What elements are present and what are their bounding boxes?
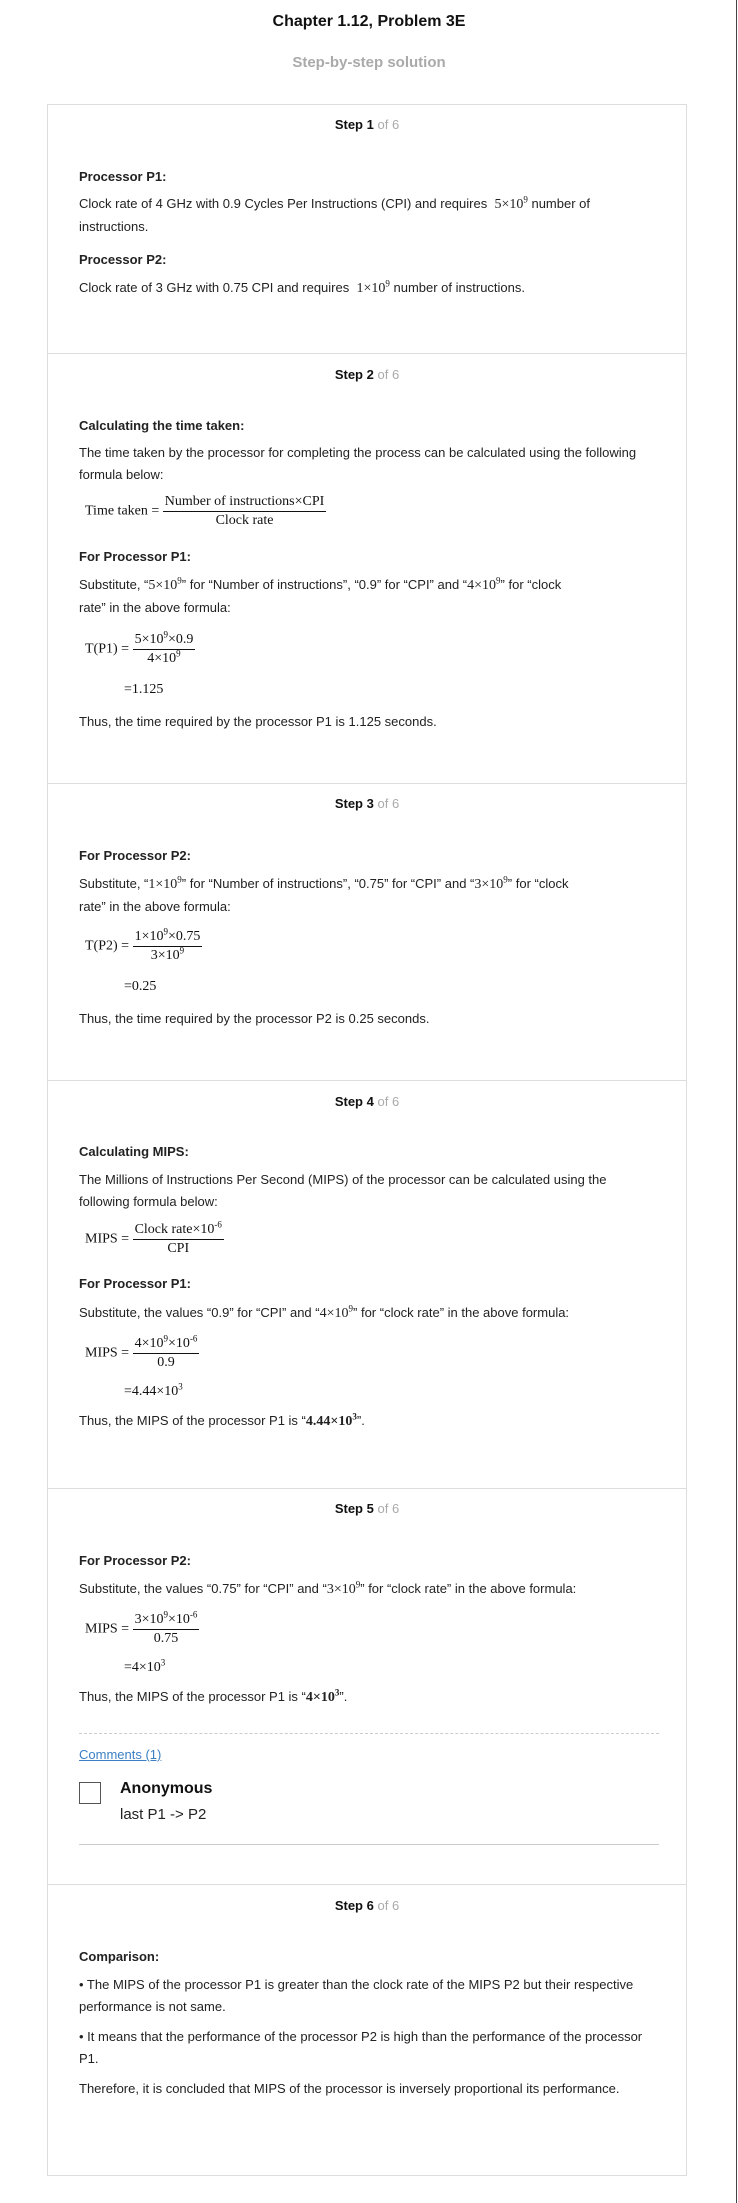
mips-p1-conclusion: Thus, the MIPS of the processor P1 is “$4.44\times 10^3$”. [79,1411,365,1429]
comparison-heading: Comparison: [79,1949,160,1964]
comparison-conclusion: Therefore, it is concluded that MIPS of the processor is inversely proportional its performance. [79,2081,620,2096]
mips-p1-result: $=4.44\times 10^3$ [124,1381,183,1399]
comment-avatar [79,1782,101,1804]
mips-p1-substitution: Substitute, the values “0.9” for “CPI” and “$4\times 10^9$” for “clock rate” in the above formula: [79,1303,570,1321]
comparison-bullet-2: • It means that the performance of the processor P2 is high than the performance of the processor P1. [79,2029,643,2066]
step-3-header: Step 3 of 6 [334,796,400,811]
p1-subheading: For Processor P1: [79,549,191,564]
mips-p2-subheading: For Processor P2: [79,1553,191,1568]
step-1-card [47,104,687,354]
step-6-header: Step 6 of 6 [334,1898,400,1913]
calc-mips-intro: The Millions of Instructions Per Second (MIPS) of the processor can be calculated using the following formula below: [79,1172,607,1209]
p1-time-conclusion: Thus, the time required by the processor P1 is 1.125 seconds. [79,714,437,729]
mips-p2-calc: MIPS = $\frac{3\times 10^9\times 10^{-6}}{0.75}$ [85,1609,198,1646]
comment-text: last P1 -> P2 [120,1806,207,1823]
mips-p2-conclusion: Thus, the MIPS of the processor P1 is “$4\times 10^3$”. [79,1687,348,1705]
comment-author: Anonymous [120,1780,213,1797]
comments-link[interactable]: Comments (1) [79,1747,162,1762]
t-p1-result: =1.125 [124,682,164,697]
page-right-border [736,0,737,2203]
calc-time-heading: Calculating the time taken: [79,418,245,433]
mips-p1-subheading: For Processor P1: [79,1276,191,1291]
page-title: Chapter 1.12, Problem 3E [272,13,466,30]
step-3-card [47,783,687,1081]
mips-formula: MIPS = $\frac{Clock rate\times 10^{-6}}{\text{CPI}}$ [85,1219,222,1256]
p1-substitution: Substitute, “$5\times 10^9$” for “Number of instructions”, “0.9” for “CPI” and “$4\times 10^9$” for “clock rate” in the above formula: [79,575,562,615]
step-4-header: Step 4 of 6 [334,1094,400,1109]
t-p2-calc: T(P2) = $\frac{1\times 10^9\times 0.75}{3\times 10^9}$ [85,926,201,963]
mips-p2-substitution: Substitute, the values “0.75” for “CPI” and “$3\times 10^9$” for “clock rate” in the above formula: [79,1579,577,1597]
processor-p1-desc: Clock rate of 4 GHz with 0.9 Cycles Per Instructions (CPI) and requires $5\times 10^9$ number of instructions. [79,194,591,234]
page-subtitle: Step-by-step solution [292,54,446,71]
p2-time-conclusion: Thus, the time required by the processor P2 is 0.25 seconds. [79,1011,430,1026]
t-p1-calc: T(P1) = $\frac{5\times 10^9\times 0.9}{4\times 10^9}$ [85,629,194,666]
comparison-bullet-1: • The MIPS of the processor P1 is greater than the clock rate of the MIPS P2 but their respective performance is not same. [79,1977,634,2014]
processor-p2-heading: Processor P2: [79,252,167,267]
step-2-header: Step 2 of 6 [334,367,400,382]
p2-substitution: Substitute, “$1\times 10^9$” for “Number of instructions”, “0.75” for “CPI” and “$3\times 10^9$” for “clock rate” in the above formula: [79,874,569,914]
mips-p2-result: $=4\times 10^3$ [124,1657,166,1675]
step-5-card [47,1488,687,1885]
step-1-header: Step 1 of 6 [334,117,400,132]
time-formula: Time taken = $\frac{\text{Number of instructions×CPI}}{\text{Clock rate}}$ [85,494,325,528]
calc-mips-heading: Calculating MIPS: [79,1144,189,1159]
step-5-header: Step 5 of 6 [334,1501,400,1516]
p2-subheading: For Processor P2: [79,848,191,863]
processor-p2-desc: Clock rate of 3 GHz with 0.75 CPI and requires $1\times 10^9$ number of instructions. [79,278,525,296]
step-6-card [47,1884,687,2176]
calc-time-intro: The time taken by the processor for completing the process can be calculated using the following formula below: [79,445,637,482]
comments-divider [79,1733,659,1734]
t-p2-result: =0.25 [124,979,157,994]
processor-p1-heading: Processor P1: [79,169,167,184]
comment-bottom-rule [79,1844,659,1845]
step-2-card [47,353,687,784]
step-4-card [47,1080,687,1489]
mips-p1-calc: MIPS = $\frac{4\times 10^9\times 10^{-6}}{0.9}$ [85,1333,198,1370]
